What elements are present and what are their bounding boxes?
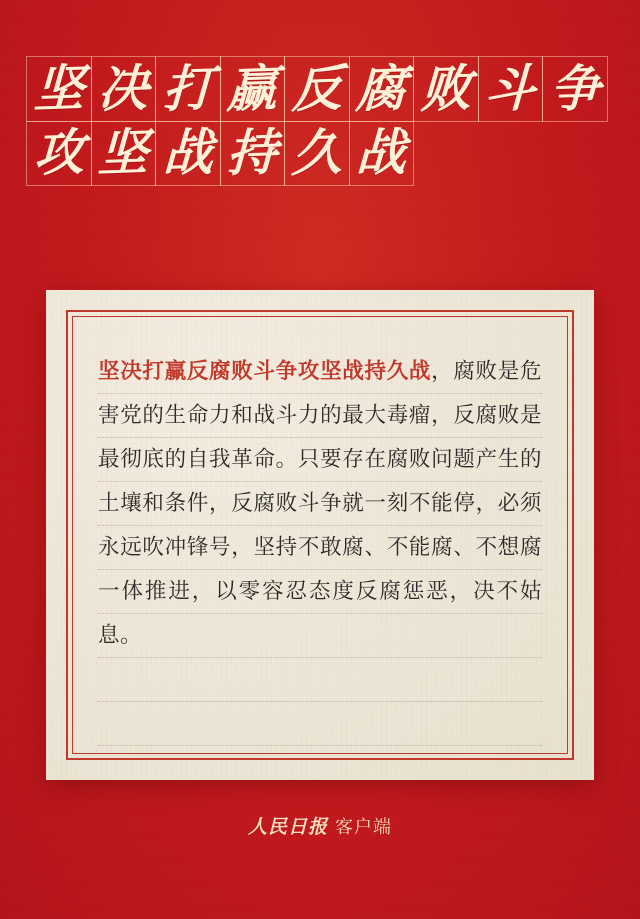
quote-lead: 坚决打赢反腐败斗争攻坚战持久 <box>98 359 409 384</box>
headline-char: 打 <box>161 57 214 119</box>
headline-cell <box>91 56 157 122</box>
headline-char: 决 <box>97 57 150 119</box>
headline-cell <box>26 121 92 187</box>
headline-char: 战 <box>161 122 214 184</box>
headline-cell <box>413 56 479 122</box>
headline-cell <box>26 56 92 122</box>
headline-cell <box>349 121 415 187</box>
headline-char: 战 <box>355 122 408 184</box>
footer-logo <box>0 812 640 839</box>
headline-cell-empty <box>478 121 544 187</box>
headline-char: 持 <box>226 122 279 184</box>
headline-char: 斗 <box>484 57 537 119</box>
headline-char: 争 <box>548 57 601 119</box>
quote-card <box>46 290 594 780</box>
headline-cell <box>349 56 415 122</box>
headline-char: 腐 <box>355 57 408 119</box>
quote-paragraph <box>98 350 542 658</box>
headline-char: 反 <box>290 57 343 119</box>
app-name: 客户端 <box>335 816 392 838</box>
headline-cell <box>220 56 286 122</box>
headline-calligraphy-grid <box>26 56 616 185</box>
headline-cell <box>542 56 608 122</box>
headline-cell <box>478 56 544 122</box>
headline-char: 久 <box>290 122 343 184</box>
headline-char: 坚 <box>32 57 85 119</box>
card-body <box>98 350 542 732</box>
headline-cell <box>220 121 286 187</box>
headline-char: 赢 <box>226 57 279 119</box>
quote-text: ，腐败是危害党的生命力和战斗力的最大毒瘤，反腐败是最彻底的自我革命。只要存在腐败问题产生的土壤和条件，反腐败斗争就一刻不能停，必须永远吹冲锋号，坚持不敢腐、不能腐、不想腐一体推进，以零容忍态度反腐惩恶，决不姑息。 <box>98 359 542 648</box>
headline-row-2 <box>26 121 616 186</box>
headline-char: 败 <box>419 57 472 119</box>
headline-cell <box>284 56 350 122</box>
headline-cell <box>91 121 157 187</box>
headline-row-1 <box>26 56 616 121</box>
headline-cell <box>284 121 350 187</box>
headline-cell <box>155 56 221 122</box>
headline-cell-empty <box>413 121 479 187</box>
headline-char: 坚 <box>97 122 150 184</box>
headline-cell-empty <box>542 121 608 187</box>
headline-char: 攻 <box>32 122 85 184</box>
headline-cell <box>155 121 221 187</box>
publisher-name: 人民日报 <box>247 816 328 838</box>
quote-lead-tail: 战 <box>408 359 432 384</box>
